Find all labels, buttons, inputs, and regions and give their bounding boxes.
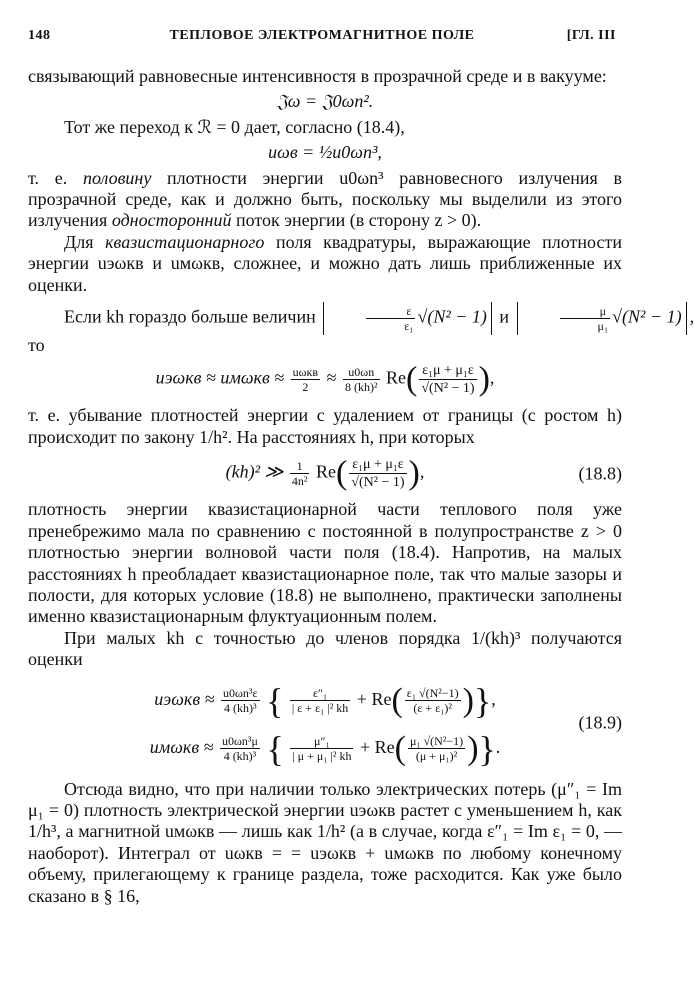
equation (28, 142, 622, 163)
page-body (28, 66, 694, 907)
paragraph: Если kh гораздо больше величин $\frac{\varepsilon}{\text{ε₁}}$ √(N² − 1) и $\frac{\mu}{\text{μ₁}}$ √(N² − 1) , (64, 304, 694, 334)
paragraph: Тот же переход к ℛ = 0 дает, согласно (18.4), (64, 116, 405, 137)
fraction: $\frac{\text{ε″₁}}{\text{| ε + ε₁ |² kh}}$ (291, 685, 349, 715)
equation-number: (18.9) (578, 711, 622, 732)
fraction: $\frac{\text{μ″₁}}{\text{| μ + μ₁ |² kh}}$ (292, 733, 352, 763)
fraction: $\frac{\text{uωкв}}{2}$ (292, 365, 319, 395)
fraction: $\frac{\text{μ₁ √(N²−1)}}{\text{(μ + μ₁)²}}$ (409, 733, 464, 763)
emphasis: односторонний (111, 210, 232, 231)
equation: (kh)² ≫ $\frac{1}{\text{4n²}}$ Re( $\frac{\text{ε₁μ + μ₁ε}}{\text{√(N² − 1)}}$ ), (18.8) (225, 454, 622, 492)
fraction: $\frac{1}{\text{4n²}}$ (291, 459, 308, 489)
emphasis: квазистационарного (105, 231, 265, 252)
fraction: $\frac{\text{u0ωn³ε}}{\text{4 (kh)³}}$ (223, 685, 258, 715)
running-title: ТЕПЛОВОЕ ЭЛЕКТРОМАГНИТНОЕ ПОЛЕ (169, 28, 475, 43)
emphasis: половину (82, 167, 152, 188)
fraction: $\frac{\text{ε₁μ + μ₁ε}}{\text{√(N² − 1)}}$ (421, 363, 475, 397)
equation-row: uмωкв ≈ $\frac{\text{u0ωn³μ}}{\text{4 (kh)³}}$ { $\frac{\text{μ″₁}}{\text{| μ + μ₁ |² kh}}$ + Re( $\frac{\text{μ₁ √(N²−1)}}{\text{(μ + μ₁)²}}$ )}. (149, 728, 501, 769)
fraction: $\frac{\mu}{\text{μ₁}}$ (560, 304, 611, 333)
paragraph: то (28, 335, 45, 356)
fraction: $\frac{\text{ε₁μ + μ₁ε}}{\text{√(N² − 1)}}$ (351, 457, 405, 491)
paragraph: При малых kh с точностью до членов порядка 1/(kh)³ получаются оценки (28, 627, 622, 670)
fraction: $\frac{\varepsilon}{\text{ε₁}}$ (366, 304, 415, 333)
equation (28, 91, 622, 112)
page-number: 148 (28, 28, 51, 43)
paragraph: плотность энергии квазистационарной части теплового поля уже пренебрежимо мала по сравнению с постоянной в полупространстве z > 0 плотностью энергии волновой части поля (18.4). Напротив, на малых расстояниях h преобладает квазистационарное поле, так что малые зазоры и полости, для которых условие (18.8) не выполнено, практически заполнены именно квазистационарным флуктуационным полем. (28, 499, 622, 627)
equation: uэωкв ≈ uмωкв ≈ $\frac{\text{uωкв}}{2}$ ≈ $\frac{u0\omega n}{\text{8 (kh)²}}$ Re( $\frac{\text{ε₁μ + μ₁ε}}{\text{√(N² − 1)}}$ ), (155, 360, 495, 398)
equation-text: 𝔍ω = 𝔍0ωn². (276, 91, 374, 112)
abs-expression: $\frac{\mu}{\text{μ₁}}$ √(N² − 1) (517, 302, 687, 335)
fraction: $\frac{u0\omega n}{\text{8 (kh)²}}$ (344, 365, 378, 395)
paragraph: т. е. половину плотности энергии u0ωn³ равновесного излучения в прозрачной среде, как и должно быть, поскольку мы выделили из этого излучения односторонний поток энергии (в сторону z > 0). (28, 167, 622, 231)
fraction: $\frac{\text{ε₁ √(N²−1)}}{\text{(ε + ε₁)²}}$ (406, 685, 459, 715)
equation-number: (18.8) (578, 463, 622, 484)
paragraph: Для квазистационарного поля квадратуры, выражающие плотности энергии uэωкв и uмωкв, сложнее, и можно дать лишь приближенные их оценки. (28, 231, 622, 295)
equation-text: uωв = ½u0ωn³, (268, 142, 382, 163)
chapter-marker: [ГЛ. III (566, 28, 616, 43)
fraction: $\frac{\text{u0ωn³μ}}{\text{4 (kh)³}}$ (222, 733, 258, 763)
paragraph: связывающий равновесные интенсивностя в прозрачной среде и в вакууме: (28, 66, 607, 86)
equation-system (28, 675, 622, 771)
paragraph: т. е. убывание плотностей энергии с удалением от границы (с ростом h) происходит по закону 1/h². На расстояниях h, при которых (28, 405, 622, 447)
paragraph: Отсюда видно, что при наличии только электрических потерь (μ″₁ = Im μ₁ = 0) плотность электрической энергии uэωкв растет с уменьшением h, как 1/h³, а магнитной uмωкв — лишь как 1/h² (а в случае, когда ε″₁ = Im ε₁ = 0, — наоборот). Интеграл от uωкв = = uэωкв + uмωкв по любому конечному объему, прилегающему к границе раздела, тоже расходится. Как уже было сказано в § 16, (28, 778, 622, 906)
abs-expression: $\frac{\varepsilon}{\text{ε₁}}$ √(N² − 1) (323, 302, 492, 335)
equation-row: uэωкв ≈ $\frac{\text{u0ωn³ε}}{\text{4 (kh)³}}$ { $\frac{\text{ε″₁}}{\text{| ε + ε₁ |² kh}}$ + Re( $\frac{\text{ε₁ √(N²−1)}}{\text{(ε + ε₁)²}}$ )}, (154, 680, 496, 721)
